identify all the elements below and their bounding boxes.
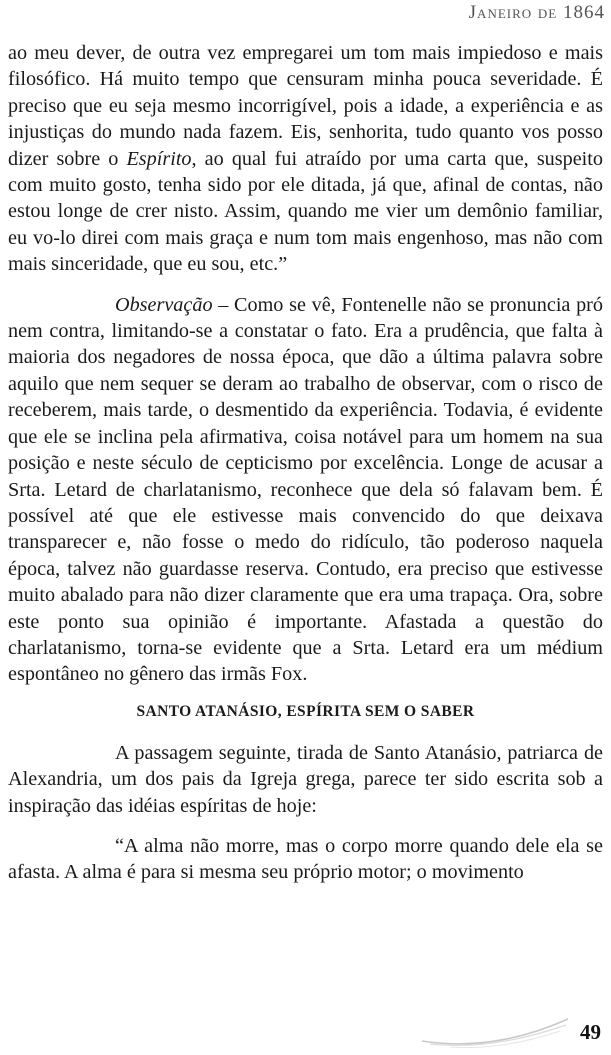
- italic-label: Observação: [115, 293, 213, 316]
- running-header: Janeiro de 1864: [468, 2, 605, 23]
- paragraph-quote: “A alma não morre, mas o corpo morre quando dele ela se afasta. A alma é para si mesma seu próprio motor; o movimento: [8, 834, 603, 884]
- decorative-swoosh: [420, 1011, 570, 1051]
- section-heading: SANTO ATANÁSIO, ESPÍRITA SEM O SABER: [136, 702, 475, 720]
- page-number: 49: [580, 1020, 601, 1044]
- paragraph-letter-end: [8, 40, 603, 278]
- paragraph-text: – Como se vê, Fontenelle não se pronuncia pró nem contra, limitando-se a constatar o fato. Era a prudência, que falta à maioria dos negadores de nossa época, que dão a última palavra sobre aquilo que nem sequer se deram ao trabalho de observar, com o risco de receberem, mais tarde, o desmentido da experiência. Todavia, é evidente que ele se inclina pela afirmativa, coisa notável para um homem na sua posição e neste século de cepticismo por excelência. Longe de acusar a Srta. Letard de charlatanismo, reconhece que dela só falavam bem. É possível até que ele estivesse mais convencido do que deixava transparecer e, não fosse o medo do ridículo, tão poderoso naquela época, talvez não guardasse reserva. Contudo, era preciso que estivesse muito abalado para não dizer claramente que era uma trapaça. Ora, sobre este ponto sua opinião é importante. Afastada a questão do charlatanismo, torna-se evidente que a Srta. Letard era um médium espontâneo no gênero das irmãs Fox.: [8, 293, 603, 686]
- page-body: [8, 40, 603, 886]
- paragraph-observation: [8, 292, 603, 688]
- paragraph-text: , ao qual fui atraído por uma carta que, suspeito com muito gosto, tenha sido por ele ditada, já que, afinal de contas, não estou longe de crer nisto. Assim, quando me vier um demônio familiar, eu vo-lo direi com mais graça e num tom mais engenhoso, mas não com mais sinceridade, que eu sou, etc.”: [8, 147, 603, 276]
- italic-term: Espírito: [126, 147, 192, 170]
- paragraph-text: ao meu dever, de outra vez empregarei um tom mais impiedoso e mais filosófico. Há muito tempo que censuram minha pouca severidade. É preciso que eu seja mesmo incorrigível, pois a idade, a experiência e as injustiças do mundo nada fazem. Eis, senhorita, tudo quanto vos posso dizer sobre o: [8, 42, 603, 170]
- paragraph-intro: A passagem seguinte, tirada de Santo Atanásio, patriarca de Alexandria, um dos pais da Igreja grega, parece ter sido escrita sob a inspiração das idéias espíritas de hoje:: [8, 741, 603, 817]
